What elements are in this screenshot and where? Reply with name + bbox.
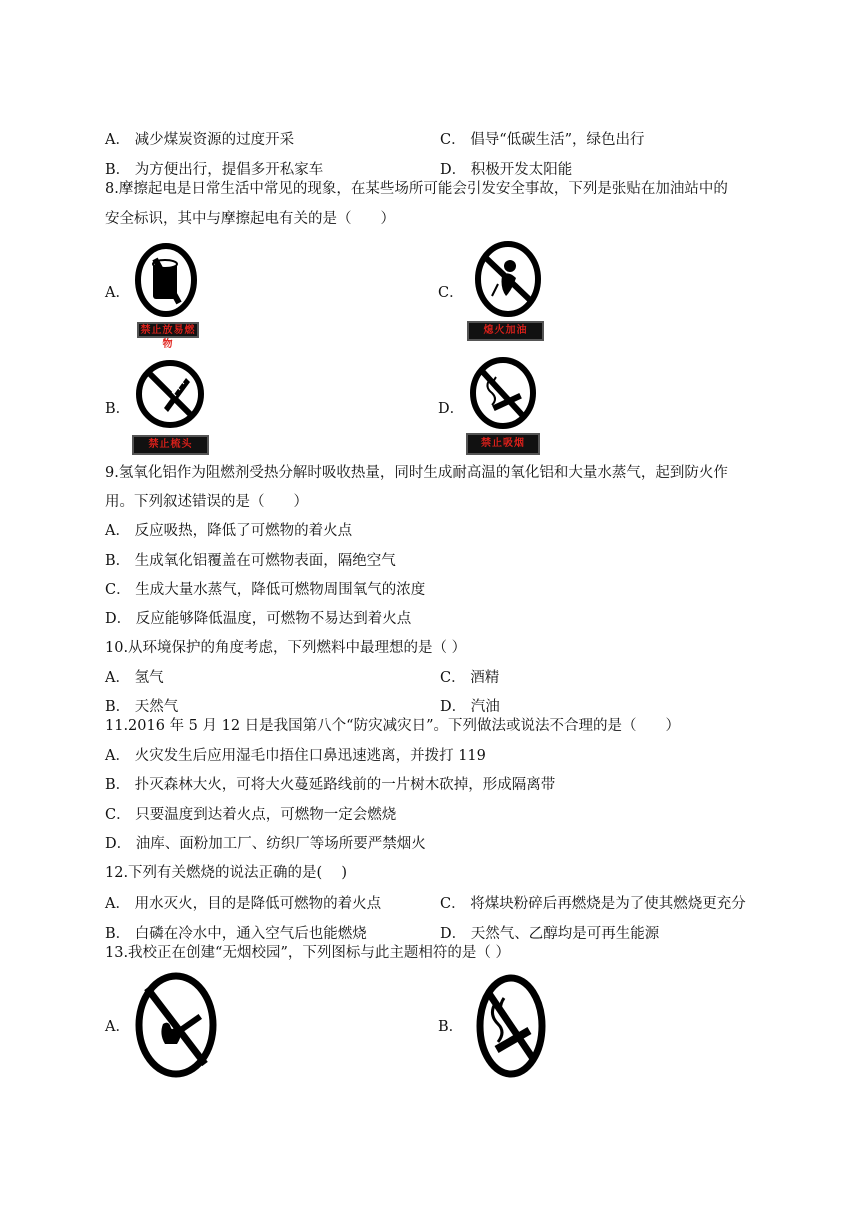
q8-label-d: D． <box>438 401 465 417</box>
q7-option-c: C． 倡导“低碳生活”，绿色出行 <box>440 132 645 148</box>
q8-stem-line2: 安全标识，其中与摩擦起电有关的是（ ） <box>105 211 395 227</box>
q11-option-c: C． 只要温度到达着火点，可燃物一定会燃烧 <box>105 807 397 823</box>
q8-label-b: B． <box>105 401 131 417</box>
q8-stem-line1: 8.摩擦起电是日常生活中常见的现象，在某些场所可能会引发安全事故，下列是张贴在加油站中的 <box>105 181 728 197</box>
q11-option-d: D． 油库、面粉加工厂、纺织厂等场所要严禁烟火 <box>105 836 426 852</box>
q12-stem: 12.下列有关燃烧的说法正确的是( ) <box>105 865 347 881</box>
q10-option-d: D． 汽油 <box>440 699 500 715</box>
no-smoking-icon <box>474 972 548 1080</box>
no-smoking-icon <box>468 355 538 431</box>
q9-stem-line1: 9.氢氧化铝作为阻燃剂受热分解时吸收热量，同时生成耐高温的氧化铝和大量水蒸气，起到防火作 <box>105 465 728 481</box>
q9-option-c: C． 生成大量水蒸气，降低可燃物周围氧气的浓度 <box>105 582 426 598</box>
q12-option-b: B． 白磷在冷水中，通入空气后也能燃烧 <box>105 926 367 942</box>
q11-option-a: A． 火灾发生后应用湿毛巾捂住口鼻迅速逃离，并拨打 119 <box>105 748 486 764</box>
no-open-flame-icon <box>472 240 544 318</box>
q8-banner-c: 熄火加油 <box>467 321 544 341</box>
q10-option-a: A． 氢气 <box>105 670 164 686</box>
q10-option-b: B． 天然气 <box>105 699 179 715</box>
q7-option-b: B． 为方便出行，提倡多开私家车 <box>105 162 324 178</box>
q10-stem: 10.从环境保护的角度考虑，下列燃料中最理想的是（ ） <box>105 640 467 656</box>
q8-label-c: C． <box>438 285 464 301</box>
q8-banner-a: 禁止放易燃物 <box>137 322 199 338</box>
q8-banner-b: 禁止梳头 <box>132 435 209 455</box>
q13-label-b: B． <box>438 1019 464 1035</box>
q7-option-a: A． 减少煤炭资源的过度开采 <box>105 132 295 148</box>
q13-stem: 13.我校正在创建“无烟校园”，下列图标与此主题相符的是（ ） <box>105 945 510 961</box>
q8-label-a: A． <box>105 285 130 301</box>
no-flammable-drum-icon <box>133 243 203 319</box>
q13-label-a: A． <box>105 1019 130 1035</box>
no-fireworks-icon <box>133 970 219 1080</box>
q9-option-d: D． 反应能够降低温度，可燃物不易达到着火点 <box>105 611 412 627</box>
q7-option-d: D． 积极开发太阳能 <box>440 162 573 178</box>
q11-stem: 11.2016 年 5 月 12 日是我国第八个“防灾减灾日”。下列做法或说法不合理的是（ ） <box>105 718 681 734</box>
q12-option-a: A． 用水灭火，目的是降低可燃物的着火点 <box>105 896 382 912</box>
q10-option-c: C． 酒精 <box>440 670 500 686</box>
q12-option-d: D． 天然气、乙醇均是可再生能源 <box>440 926 660 942</box>
q11-option-b: B． 扑灭森林大火，可将大火蔓延路线前的一片树木砍掉，形成隔离带 <box>105 777 556 793</box>
q9-option-b: B． 生成氧化铝覆盖在可燃物表面，隔绝空气 <box>105 553 396 569</box>
q8-banner-d: 禁止吸烟 <box>466 433 540 455</box>
q9-stem-line2: 用。下列叙述错误的是（ ） <box>105 494 308 510</box>
q9-option-a: A． 反应吸热，降低了可燃物的着火点 <box>105 523 353 539</box>
no-combing-icon <box>134 358 206 430</box>
q12-option-c: C． 将煤块粉碎后再燃烧是为了使其燃烧更充分 <box>440 896 746 912</box>
